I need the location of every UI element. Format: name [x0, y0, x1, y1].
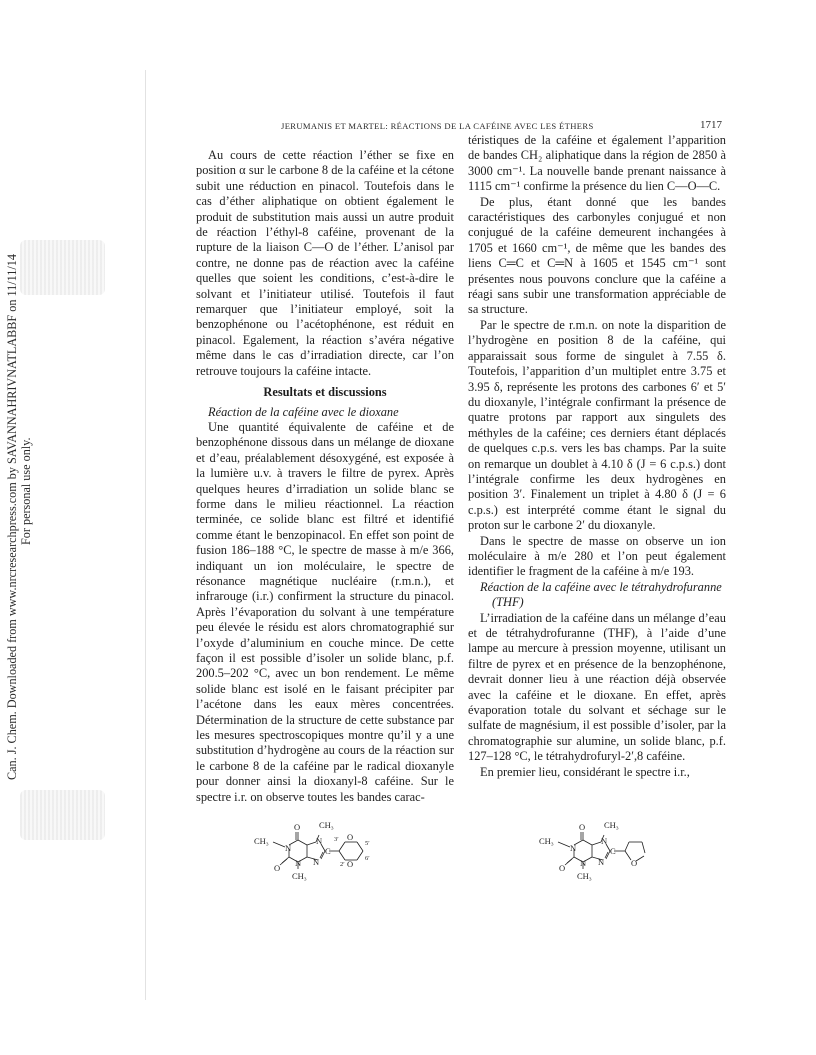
intro-paragraph: Au cours de cette réaction l’éther se fixe en position α sur le carbone 8 de la caféine et la cétone subit une réduction en pinacol. Toutefois dans le cas d’éther aliphatique on obtient également le produit de substitution mais aussi un autre produit de réaction l’éthyl-8 caféine, provenant de la rupture de la liaison C—O de l’éther. L’anisol par contre, ne donne pas de réaction avec la caféine quelles que soient les conditions, c’est-à-dire le solvant et l’initiateur utilisé. Toutefois il faut remarquer que l’initiateur employé, soit la benzophénone ou l’acétophénone, est réduit en pinacol. Egalement, la réaction s’avéra négative même dans le cas d’irradiation directe, car l’on retrouve toujours la caféine intacte. [196, 148, 454, 378]
rmn-paragraph: Par le spectre de r.m.n. on note la disparition de l’hydrogène en position 8 de la caféine, qui apparaissait sous forme de singulet à 7.55 δ. Toutefois, l’apparition d’un multiplet entre 3.75 et 3.95 δ, représente les protons des carbones 6′ et 5′ du dioxanyle, l’intégrale confirmant la présence de quatre protons par rapport aux singulets des méthyles de la caféine; ces derniers étant déplacés de quelques c.p.s. vers les bas champs. Par la suite on remarque un doublet à 4.10 δ (J = 6 c.p.s.) dont l’intégrale confirme les deux hydrogènes en position 3′. Finalement un triplet à 4.80 δ (J = 6 c.p.s.) est interprété comme étant le signal du proton sur le carbone 2′ du dioxanyle. [468, 317, 726, 533]
dioxanyl-c-label: C [325, 846, 331, 856]
dioxanyl-pos6: 6′ [365, 855, 370, 862]
thf-caffeine-structure [530, 815, 710, 895]
download-notice-line1: Can. J. Chem. Downloaded from www.nrcresearchpress.com by SAVANNAHRIVNATLABBF on 11/11/14 [5, 254, 19, 780]
page-edge [145, 70, 146, 1000]
dioxanyl-n3: N [295, 858, 302, 868]
dioxanyl-ring-o2: O [347, 859, 354, 869]
running-head: JERUMANIS ET MARTEL: RÉACTIONS DE LA CAFÉINE AVEC LES ÉTHERS [281, 121, 594, 131]
carbonyl-paragraph: De plus, étant donné que les bandes caractéristiques des carbonyles conjugué et non conjugué de la caféine demeurent inchangées à 1705 et 1660 cm⁻¹, de même que les bandes des liens C═C et C═N à 1605 et 1545 cm⁻¹ sont présentes nous pouvons conclure que la caféine a réagi sans subir une transformation appréciable de sa structure. [468, 194, 726, 317]
thf-o-top: O [579, 822, 586, 832]
dioxanyl-ch3-left: CH₃ [254, 836, 269, 846]
scan-artifact-lower [20, 790, 105, 840]
thf-n9: N [598, 857, 605, 867]
download-notice-line2: For personal use only. [19, 437, 33, 545]
subheading-dioxane: Réaction de la caféine avec le dioxane [208, 404, 399, 419]
dioxanyl-ch3-bottom: CH₃ [292, 871, 307, 881]
thf-n1: N [570, 843, 577, 853]
subheading-thf-line2: (THF) [492, 595, 524, 610]
dioxanyl-o-bottom: O [274, 863, 281, 873]
dioxanyl-o-top: O [294, 822, 301, 832]
section-heading: Resultats et discussions [263, 385, 387, 400]
thf-c-label: C [610, 846, 616, 856]
dioxane-paragraph: Une quantité équivalente de caféine et de benzophénone dissous dans un mélange de dioxane et d’eau, préalablement désoxygéné, est exposée à la lumière u.v. à travers le filtre de pyrex. Après quelques heures d’irradiation un solide blanc se forme dans le milieu réactionnel. La réaction terminée, ce solide blanc est filtré et identifié comme étant le benzopinacol. En effet son point de fusion 186–188 °C, le spectre de masse à m/e 366, indiquant un ion moléculaire, le spectre de résonance magnétique nucléaire (r.m.n.), et infrarouge (i.r.) confirment la structure du pinacol. Après l’évaporation du solvant à une température peu élevée le résidu est alors chromatographié sur l’oxyde d’aluminium en couche mince. De cette façon il est possible d’isoler un solide blanc, p.f. 200.5–202 °C, avec un bon rendement. Le même solide blanc est isolé en le faisant précipiter par l’acétone dans les eaux mères concentrées. Détermination de la structure de cette substance par les mesures spectroscopiques montre qu’il y a une substitution d’hydrogène au cours de la réaction sur le carbone 8 de la caféine par le radical dioxanyle pour donner ainsi la dioxanyl-8 caféine. Sur le spectre i.r. on observe toutes les bandes carac- [196, 419, 454, 804]
dioxanyl-pos3: 3′ [334, 836, 339, 843]
dioxanyl-ring-o1: O [347, 832, 354, 842]
mass-paragraph: Dans le spectre de masse on observe un ion moléculaire à m/e 280 et l’on peut également identifier le fragment de la caféine à m/e 193. [468, 533, 726, 579]
thf-ring-o: O [631, 858, 638, 868]
thf-ch3-bottom: CH₃ [577, 871, 592, 881]
thf-ch3-left: CH₃ [539, 836, 554, 846]
dioxanyl-caffeine-structure [245, 815, 425, 895]
thf-n7: N [601, 836, 608, 846]
dioxanyl-n9: N [313, 857, 320, 867]
subheading-thf [468, 580, 726, 611]
subheading-thf-line1: Réaction de la caféine avec le tétrahydrofuranne [480, 579, 722, 594]
right-column [468, 133, 726, 780]
thf-n3: N [580, 858, 587, 868]
dioxanyl-pos5: 5′ [365, 840, 370, 847]
thf-o-bottom: O [559, 863, 566, 873]
dioxanyl-ch3-top: CH₃ [319, 820, 334, 830]
left-column [196, 148, 454, 805]
dioxanyl-pos2: 2′ [340, 861, 345, 868]
thf-paragraph: L’irradiation de la caféine dans un mélange d’eau et de tétrahydrofuranne (THF), à l’aide d’une lampe au mercure à pression moyenne, utilisant un filtre de pyrex et en présence de la benzophénone, devrait donner lieu à une réaction déjà observée avec la caféine et le dioxane. En effet, après évaporation totale du solvant et séchage sur le sulfate de magnésium, il est possible d’isoler, par la chromatographie sur alumine, un solide blanc, p.f. 127–128 °C, le tétrahydrofuryl-2′,8 caféine. [468, 610, 726, 764]
page-number: 1717 [700, 119, 722, 131]
download-notice [5, 40, 33, 780]
dioxanyl-n1: N [285, 843, 292, 853]
continuation-paragraph: téristiques de la caféine et également l’apparition de bandes CH₂ aliphatique dans la région de 2850 à 3000 cm⁻¹. La nouvelle bande prenant naissance à 1115 cm⁻¹ confirme la présence du lien C—O—C. [468, 133, 726, 194]
thf-ch3-top: CH₃ [604, 820, 619, 830]
last-paragraph: En premier lieu, considérant le spectre i.r., [480, 764, 690, 779]
dioxanyl-n7: N [316, 836, 323, 846]
